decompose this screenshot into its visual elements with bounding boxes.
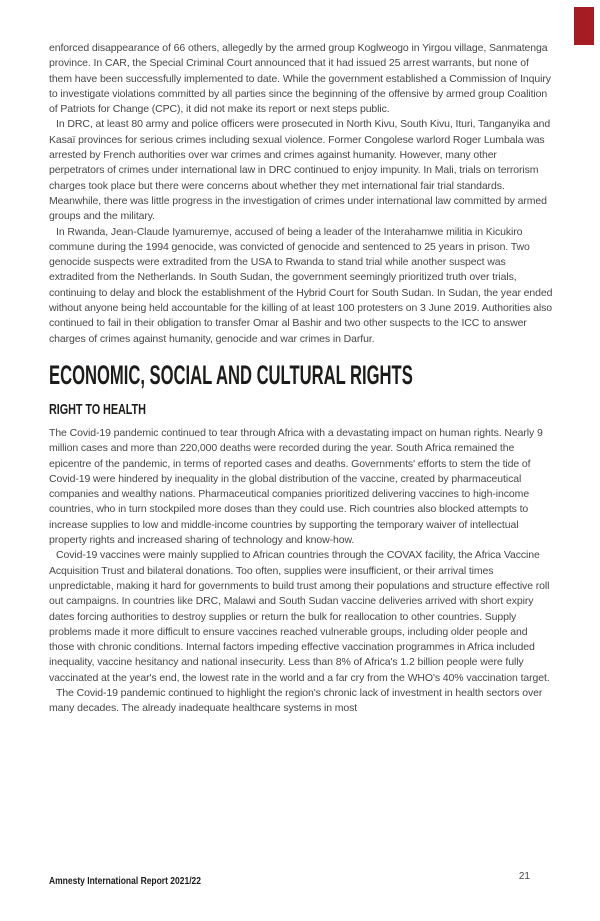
page-number: 21 bbox=[518, 871, 530, 882]
section-heading-text: ECONOMIC, SOCIAL AND CULTURAL RIGHTS bbox=[49, 359, 413, 390]
body-paragraph: The Covid-19 pandemic continued to highlight the region's chronic lack of investment in health sectors over many decades. The already inadequate healthcare systems in most bbox=[49, 686, 543, 715]
body-paragraph: Covid-19 vaccines were mainly supplied to African countries through the COVAX facility, the Africa Vaccine Acquisition Trust and bilateral donations. Too often, supplies were insufficient, or their arrival times unpredictable, making it hard for governments to build trust among their populations and structure effective roll out campaigns. In countries like DRC, Malawi and South Sudan vaccine deliveries arrived with short expiry dates forcing authorities to destroy supplies or return the bulk for reallocation to other countries. Supply problems made it more difficult to ensure vaccines reached vulnerable groups, including older people and those with chronic conditions. Internal factors impeding effective vaccination programmes in Africa included inequality, vaccine hesitancy and national insecurity. Less than 8% of Africa's 1.2 billion people were fully vaccinated at the year's end, the lowest rate in the world and a far cry from the WHO's 40% vaccination target. bbox=[49, 549, 550, 684]
body-paragraph: enforced disappearance of 66 others, allegedly by the armed group Koglweogo in Yirgou village, Sanmatenga province. In CAR, the Special Criminal Court announced that it had issued 25 arrest warrants, but none of them have been successfully implemented to date. While the government established a Commission of Inquiry to investigate violations committed by all parties since the beginning of the offensive by armed group Coalition of Patriots for Change (CPC), it did not make its report or next steps public. bbox=[49, 42, 551, 116]
page-content bbox=[49, 41, 553, 717]
body-paragraph: In DRC, at least 80 army and police officers were prosecuted in North Kivu, South Kivu, Ituri, Tanganyika and Kasaï provinces for serious crimes including sexual violence. Former Congolese warlord Roger Lumbala was arrested by French authorities over war crimes and crimes against humanity. However, many other perpetrators of crimes under international law in DRC continued to enjoy impunity. In Mali, trials on terrorism charges took place but there were concerns about whether they met international fair trial standards. Meanwhile, there was little progress in the investigation of crimes under international law committed by armed groups and the military. bbox=[49, 118, 551, 223]
footer-report-title: Amnesty International Report 2021/22 bbox=[49, 875, 202, 887]
section-heading bbox=[49, 359, 553, 390]
section-tab-marker bbox=[574, 7, 594, 45]
body-paragraph: In Rwanda, Jean-Claude Iyamuremye, accused of being a leader of the Interahamwe militia in Kicukiro commune during the 1994 genocide, was convicted of genocide and sentenced to 25 years in prison. Two genocide suspects were extradited from the USA to Rwanda to stand trial while another suspect was extradited from the Netherlands. In South Sudan, the government seemingly prioritized truth over trials, continuing to delay and block the establishment of the Hybrid Court for South Sudan. In Sudan, the year ended without anyone being held accountable for the killing of at least 100 protesters on 3 June 2019. Authorities also continued to fail in their obligation to transfer Omar al Bashir and two other suspects to the ICC to answer charges of crimes against humanity, genocide and war crimes in Darfur. bbox=[49, 225, 553, 345]
page-footer bbox=[49, 871, 553, 885]
subsection-heading-text: RIGHT TO HEALTH bbox=[49, 400, 146, 418]
body-paragraph: The Covid-19 pandemic continued to tear through Africa with a devastating impact on human rights. Nearly 9 million cases and more than 220,000 deaths were recorded during the year. South Africa remained the epicentre of the pandemic, in terms of reported cases and deaths. Governments' efforts to stem the tide of Covid-19 were hindered by inequality in the global distribution of the vaccine, created by pharmaceutical companies and wealthy nations. Pharmaceutical companies prioritized delivering vaccines to high-income countries, who in turn stockpiled more doses than they could use. Rich countries also blocked attempts to increase supplies to low and middle-income countries by supporting the temporary waiver of intellectual property rights and increased sharing of technology and know-how. bbox=[49, 426, 543, 547]
subsection-heading bbox=[49, 402, 553, 417]
